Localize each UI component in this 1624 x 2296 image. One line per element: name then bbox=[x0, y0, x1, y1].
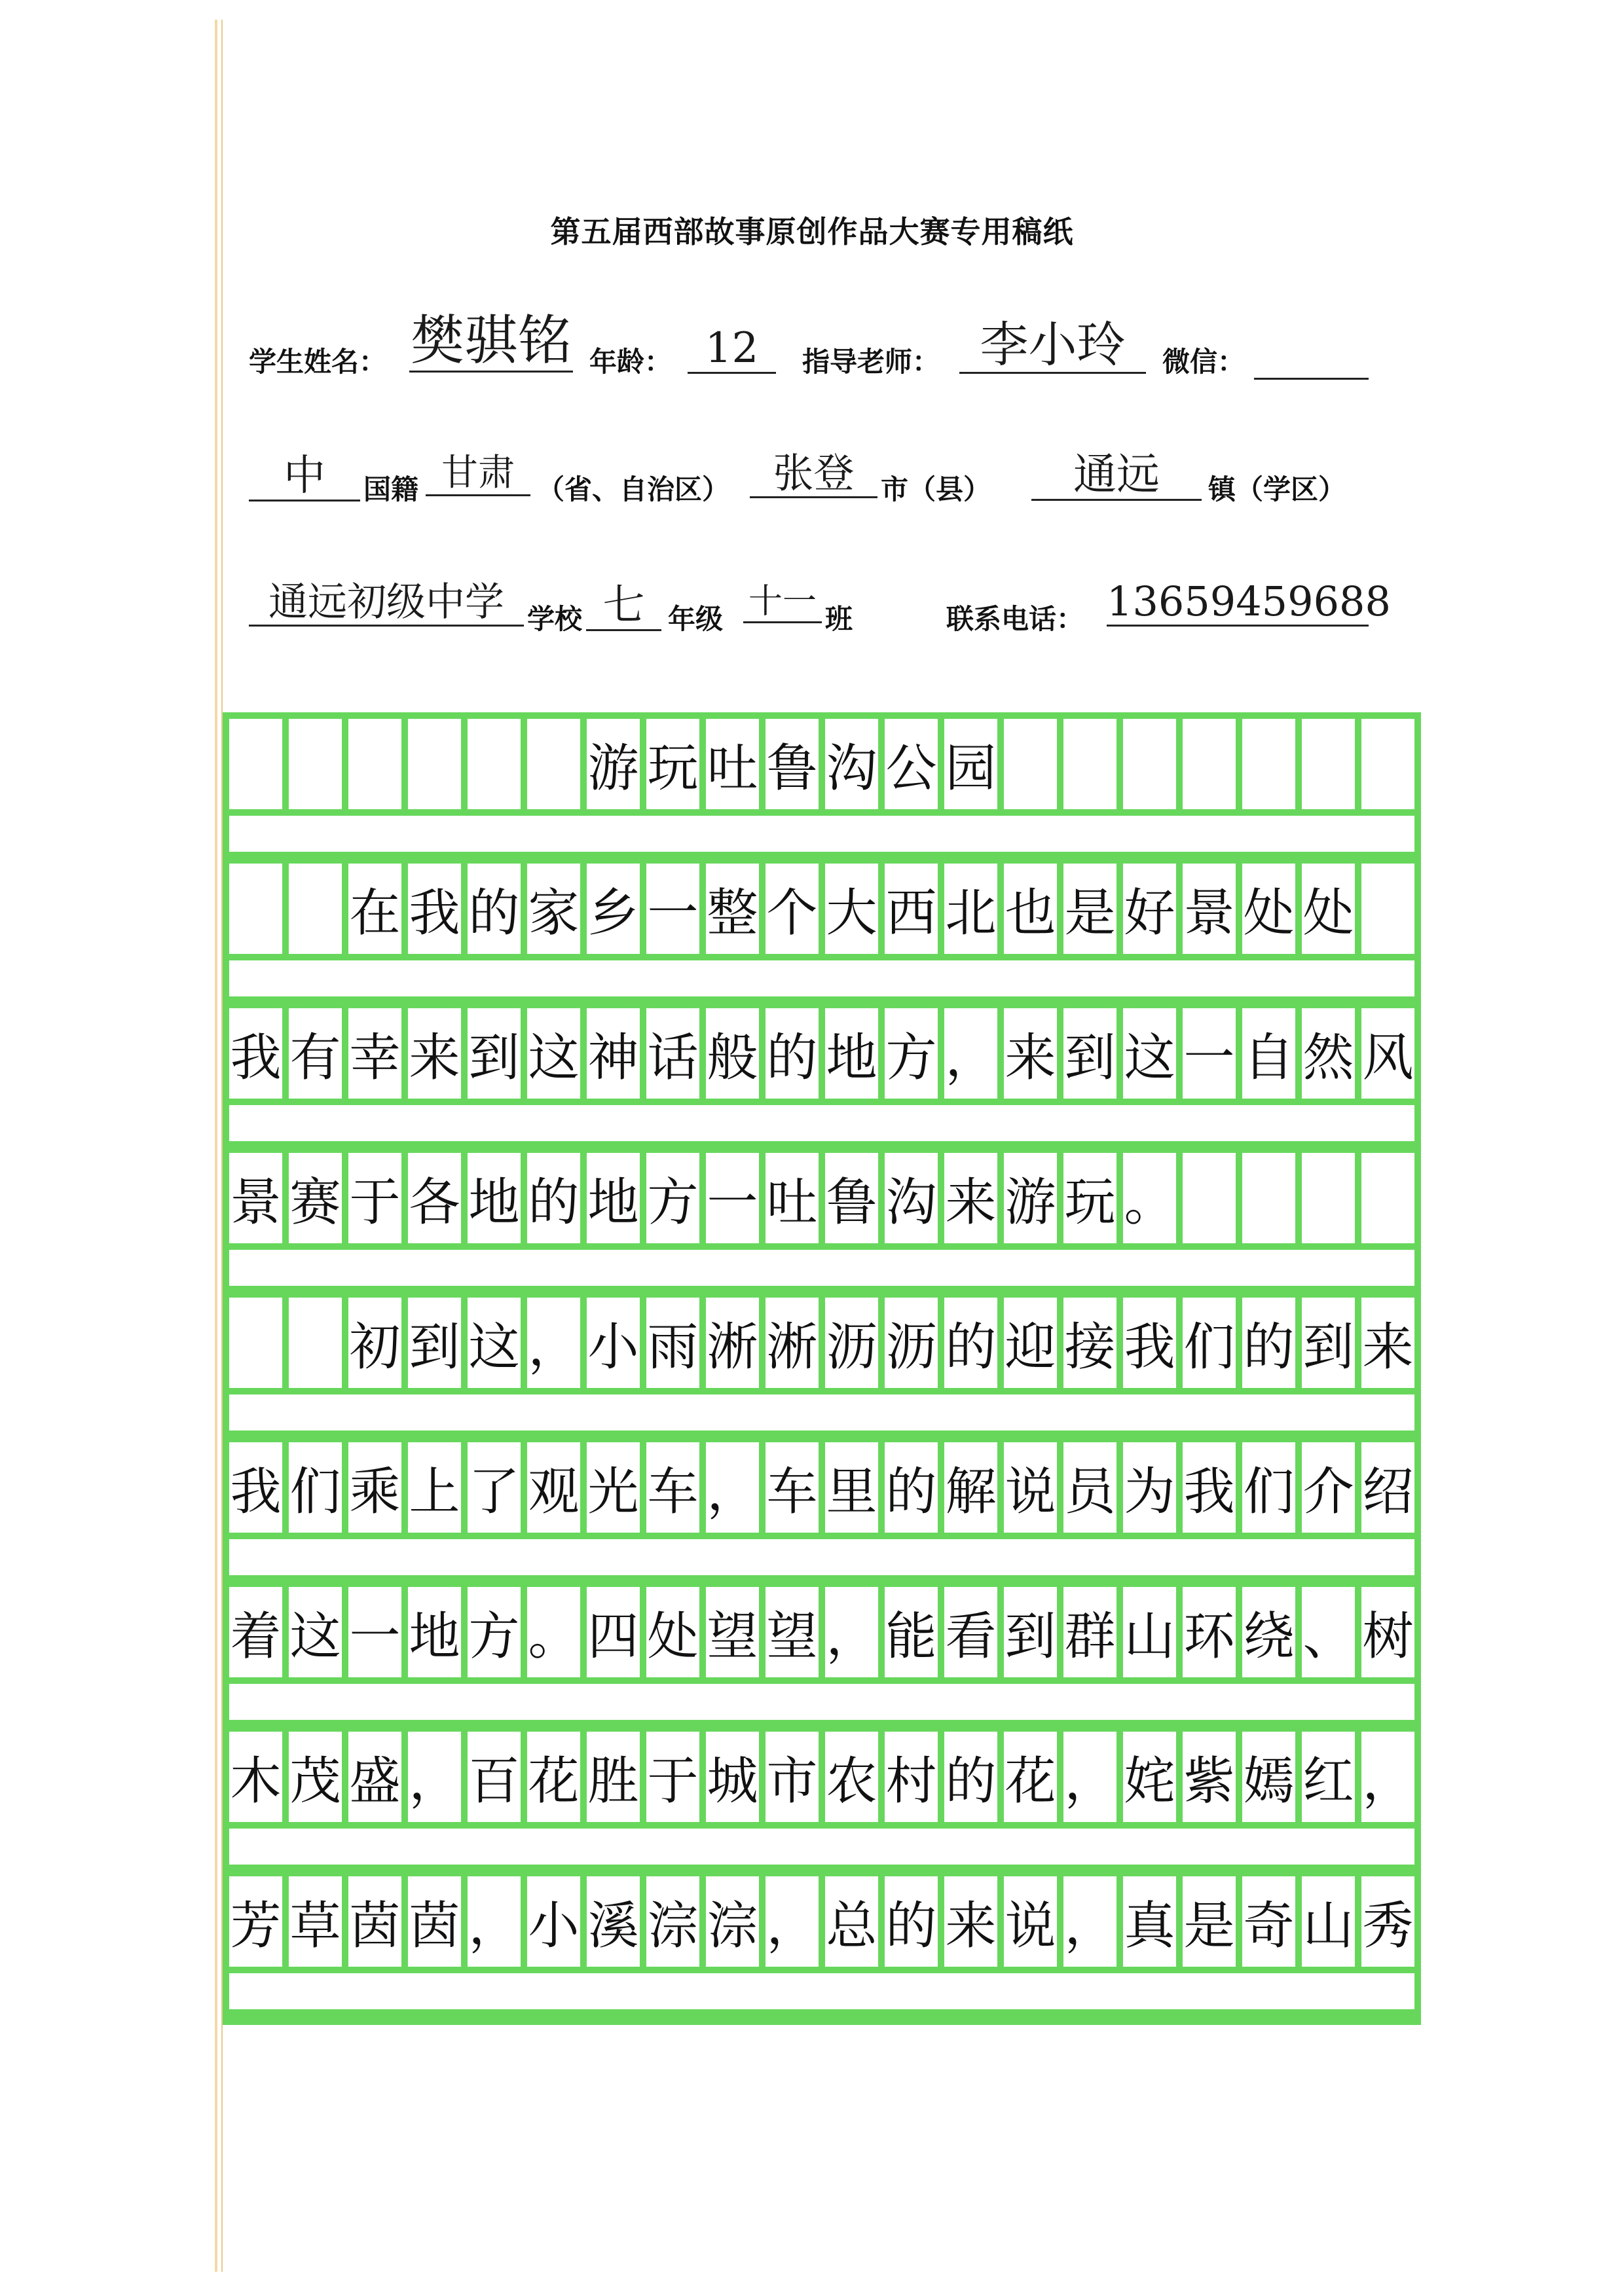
grid-cell: 一 bbox=[646, 864, 699, 954]
grid-cell: 于 bbox=[646, 1732, 699, 1822]
grid-cell: 望 bbox=[706, 1587, 759, 1677]
grid-cell: 我 bbox=[229, 1442, 282, 1533]
grid-cell: 地 bbox=[587, 1153, 640, 1243]
grid-cell: 淙 bbox=[706, 1876, 759, 1967]
grid-cell: 的 bbox=[766, 1008, 819, 1099]
town-label: 镇（学区） bbox=[1208, 473, 1346, 505]
grid-cell: 赛 bbox=[289, 1153, 342, 1243]
grid-cell: 大 bbox=[825, 864, 878, 954]
grid-cell: 般 bbox=[706, 1008, 759, 1099]
grid-cell: 沟 bbox=[885, 1153, 938, 1243]
grid-spacer-row bbox=[229, 1973, 1414, 2009]
school-name-field[interactable]: 通远初级中学 bbox=[249, 583, 524, 627]
grid-cell: 奇 bbox=[1242, 1876, 1295, 1967]
grid-row bbox=[229, 719, 1414, 852]
grid-cell: 淙 bbox=[646, 1876, 699, 1967]
grid-cell: 绕 bbox=[1242, 1587, 1295, 1677]
province-label: （省、自治区） bbox=[537, 473, 730, 505]
grid-cell: 芳 bbox=[229, 1876, 282, 1967]
grid-cell-row bbox=[229, 1298, 1414, 1388]
grid-cell: 来 bbox=[1361, 1298, 1414, 1388]
grid-cell: 也 bbox=[1004, 864, 1057, 954]
grid-cell-row bbox=[229, 864, 1414, 954]
grid-cell: 说 bbox=[1004, 1876, 1057, 1967]
grid-cell: 玩 bbox=[1063, 1153, 1116, 1243]
composition-grid bbox=[223, 712, 1421, 2025]
grid-cell: 景 bbox=[229, 1153, 282, 1243]
grid-cell: 有 bbox=[289, 1008, 342, 1099]
grid-cell: 解 bbox=[944, 1442, 997, 1533]
grid-cell bbox=[1183, 1153, 1236, 1243]
grid-cell: 到 bbox=[468, 1008, 521, 1099]
grid-cell: 然 bbox=[1302, 1008, 1355, 1099]
grid-row bbox=[229, 1008, 1414, 1141]
grid-cell bbox=[1302, 719, 1355, 809]
grid-spacer-row bbox=[229, 1105, 1414, 1141]
grid-cell: 紫 bbox=[1183, 1732, 1236, 1822]
grid-cell: 村 bbox=[885, 1732, 938, 1822]
grid-cell: ， bbox=[766, 1876, 819, 1967]
grid-cell: 地 bbox=[468, 1153, 521, 1243]
grid-cell: 地 bbox=[825, 1008, 878, 1099]
grid-cell: 草 bbox=[289, 1876, 342, 1967]
grid-cell bbox=[289, 1298, 342, 1388]
grid-cell: 一 bbox=[706, 1153, 759, 1243]
grid-cell: 好 bbox=[1123, 864, 1176, 954]
grid-cell: 花 bbox=[1004, 1732, 1057, 1822]
grid-cell: 茵 bbox=[408, 1876, 461, 1967]
grid-cell: 乘 bbox=[348, 1442, 401, 1533]
grid-cell: 茂 bbox=[289, 1732, 342, 1822]
grid-cell: 山 bbox=[1123, 1587, 1176, 1677]
class-label: 班 bbox=[825, 603, 853, 635]
grid-cell: 群 bbox=[1063, 1587, 1116, 1677]
grid-cell: 望 bbox=[766, 1587, 819, 1677]
grid-cell: 为 bbox=[1123, 1442, 1176, 1533]
grid-cell: 上 bbox=[408, 1442, 461, 1533]
page-title: 第五届西部故事原创作品大赛专用稿纸 bbox=[550, 214, 1074, 249]
grid-cell-row bbox=[229, 1876, 1414, 1967]
grid-cell bbox=[1302, 1153, 1355, 1243]
grid-cell: 淅 bbox=[706, 1298, 759, 1388]
grid-cell: ， bbox=[527, 1298, 580, 1388]
grid-spacer-row bbox=[229, 1684, 1414, 1720]
grid-cell: 园 bbox=[944, 719, 997, 809]
grid-cell: 淅 bbox=[766, 1298, 819, 1388]
grid-cell: 说 bbox=[1004, 1442, 1057, 1533]
province-field[interactable]: 甘肃 bbox=[426, 455, 530, 496]
grid-cell: 百 bbox=[468, 1732, 521, 1822]
wechat-field[interactable] bbox=[1254, 331, 1369, 380]
grid-cell: 的 bbox=[1242, 1298, 1295, 1388]
grid-cell bbox=[527, 719, 580, 809]
grid-cell: 盛 bbox=[348, 1732, 401, 1822]
grid-cell: 整 bbox=[706, 864, 759, 954]
grid-cell: ， bbox=[1361, 1732, 1414, 1822]
grid-cell: 到 bbox=[1063, 1008, 1116, 1099]
grid-row bbox=[229, 1153, 1414, 1286]
grid-cell: 地 bbox=[408, 1587, 461, 1677]
city-label: 市（县） bbox=[881, 473, 991, 505]
grid-spacer-row bbox=[229, 1250, 1414, 1286]
grid-cell: 沟 bbox=[825, 719, 878, 809]
grid-cell: 的 bbox=[527, 1153, 580, 1243]
grid-cell: 茵 bbox=[348, 1876, 401, 1967]
grid-cell: 们 bbox=[1183, 1298, 1236, 1388]
grid-cell: ， bbox=[706, 1442, 759, 1533]
grid-row bbox=[229, 1732, 1414, 1865]
grid-cell: ， bbox=[1063, 1732, 1116, 1822]
grid-cell: 的 bbox=[885, 1876, 938, 1967]
grid-cell: 来 bbox=[944, 1876, 997, 1967]
student-name-field[interactable]: 樊骐铭 bbox=[410, 310, 572, 372]
grid-cell: 真 bbox=[1123, 1876, 1176, 1967]
grid-cell: 来 bbox=[408, 1008, 461, 1099]
grid-cell: ， bbox=[825, 1587, 878, 1677]
grid-cell: 。 bbox=[1123, 1153, 1176, 1243]
grid-cell: 能 bbox=[885, 1587, 938, 1677]
grid-cell: 木 bbox=[229, 1732, 282, 1822]
grid-cell: 农 bbox=[825, 1732, 878, 1822]
grid-cell: 的 bbox=[944, 1298, 997, 1388]
grid-row bbox=[229, 1587, 1414, 1720]
grid-cell: 游 bbox=[1004, 1153, 1057, 1243]
grid-cell: 绍 bbox=[1361, 1442, 1414, 1533]
age-label: 年龄： bbox=[589, 346, 673, 378]
grid-cell: 方 bbox=[885, 1008, 938, 1099]
school-label: 学校 bbox=[527, 603, 583, 635]
grid-row bbox=[229, 1298, 1414, 1430]
grid-cell: 四 bbox=[587, 1587, 640, 1677]
grid-row bbox=[229, 1442, 1414, 1575]
grid-cell: 迎 bbox=[1004, 1298, 1057, 1388]
grid-cell: 城 bbox=[706, 1732, 759, 1822]
grid-cell: 的 bbox=[944, 1732, 997, 1822]
grid-cell: 这 bbox=[1123, 1008, 1176, 1099]
grade-label: 年级 bbox=[668, 603, 724, 635]
grid-cell bbox=[1242, 1153, 1295, 1243]
grid-cell: 来 bbox=[944, 1153, 997, 1243]
grid-cell: 家 bbox=[527, 864, 580, 954]
left-margin-line bbox=[215, 20, 217, 2272]
student-name-label: 学生姓名： bbox=[249, 346, 387, 378]
grid-cell bbox=[289, 864, 342, 954]
grid-cell: 车 bbox=[646, 1442, 699, 1533]
grid-cell bbox=[1242, 719, 1295, 809]
grid-cell: 来 bbox=[1004, 1008, 1057, 1099]
grid-spacer-row bbox=[229, 1539, 1414, 1575]
city-field[interactable]: 张登 bbox=[750, 453, 877, 498]
grid-cell: 小 bbox=[587, 1298, 640, 1388]
grid-cell bbox=[1123, 719, 1176, 809]
grid-cell: 鲁 bbox=[766, 719, 819, 809]
grid-cell: 鲁 bbox=[825, 1153, 878, 1243]
grid-cell: 观 bbox=[527, 1442, 580, 1533]
grid-cell: 这 bbox=[468, 1298, 521, 1388]
grid-cell: 是 bbox=[1183, 1876, 1236, 1967]
grid-cell: 胜 bbox=[587, 1732, 640, 1822]
nationality-label: 国籍 bbox=[363, 473, 419, 505]
grid-cell: 我 bbox=[408, 864, 461, 954]
grid-cell: 到 bbox=[1004, 1587, 1057, 1677]
grid-cell: 的 bbox=[885, 1442, 938, 1533]
grid-cell: 景 bbox=[1183, 864, 1236, 954]
phone-field[interactable]: 13659459688 bbox=[1107, 577, 1391, 625]
grid-cell: 神 bbox=[587, 1008, 640, 1099]
grid-cell: 雨 bbox=[646, 1298, 699, 1388]
grid-cell bbox=[229, 864, 282, 954]
grid-cell: 花 bbox=[527, 1732, 580, 1822]
grid-cell: 我 bbox=[1123, 1298, 1176, 1388]
grid-cell: 溪 bbox=[587, 1876, 640, 1967]
grid-cell: 车 bbox=[766, 1442, 819, 1533]
grid-cell-row bbox=[229, 1732, 1414, 1822]
grid-cell: 树 bbox=[1361, 1587, 1414, 1677]
age-field[interactable]: 12 bbox=[688, 327, 776, 374]
grid-cell: 一 bbox=[348, 1587, 401, 1677]
grid-cell: 光 bbox=[587, 1442, 640, 1533]
grid-spacer-row bbox=[229, 1829, 1414, 1865]
grid-cell: 看 bbox=[944, 1587, 997, 1677]
grid-cell bbox=[229, 1298, 282, 1388]
grid-cell: 到 bbox=[1302, 1298, 1355, 1388]
grid-cell bbox=[408, 719, 461, 809]
grid-cell: 红 bbox=[1302, 1732, 1355, 1822]
grid-spacer-row bbox=[229, 816, 1414, 852]
wechat-label: 微信： bbox=[1162, 346, 1246, 378]
grid-cell: 沥 bbox=[885, 1298, 938, 1388]
grid-cell: 小 bbox=[527, 1876, 580, 1967]
teacher-label: 指导老师： bbox=[802, 346, 940, 378]
grid-cell: 到 bbox=[408, 1298, 461, 1388]
grid-cell: 总 bbox=[825, 1876, 878, 1967]
grid-cell: 着 bbox=[229, 1587, 282, 1677]
grid-cell: 接 bbox=[1063, 1298, 1116, 1388]
phone-label: 联系电话： bbox=[946, 603, 1084, 635]
grid-cell: 的 bbox=[468, 864, 521, 954]
grid-cell: 方 bbox=[468, 1587, 521, 1677]
grid-row bbox=[229, 1876, 1414, 2009]
teacher-field[interactable]: 李小玲 bbox=[959, 321, 1146, 374]
grid-cell: ， bbox=[944, 1008, 997, 1099]
grid-cell: 方 bbox=[646, 1153, 699, 1243]
grid-cell: 我 bbox=[229, 1008, 282, 1099]
grid-cell bbox=[1183, 719, 1236, 809]
grid-cell-row bbox=[229, 1008, 1414, 1099]
grid-cell: 在 bbox=[348, 864, 401, 954]
grid-cell-row bbox=[229, 1153, 1414, 1243]
grid-cell: 。 bbox=[527, 1587, 580, 1677]
grid-cell: 这 bbox=[527, 1008, 580, 1099]
grid-cell: 西 bbox=[885, 864, 938, 954]
grid-cell: 处 bbox=[1302, 864, 1355, 954]
grid-cell: 吐 bbox=[706, 719, 759, 809]
grid-cell: 一 bbox=[1183, 1008, 1236, 1099]
grid-cell: 了 bbox=[468, 1442, 521, 1533]
grid-cell: 话 bbox=[646, 1008, 699, 1099]
grid-cell bbox=[1361, 864, 1414, 954]
grid-cell bbox=[1361, 719, 1414, 809]
grid-cell: 里 bbox=[825, 1442, 878, 1533]
country-field[interactable]: 中 bbox=[249, 455, 360, 501]
grid-cell: 姹 bbox=[1123, 1732, 1176, 1822]
grid-cell: 玩 bbox=[646, 719, 699, 809]
class-field[interactable]: 十一 bbox=[743, 585, 822, 623]
grid-cell: 这 bbox=[289, 1587, 342, 1677]
grid-cell: 我 bbox=[1183, 1442, 1236, 1533]
grid-spacer-row bbox=[229, 1394, 1414, 1430]
grid-cell: 初 bbox=[348, 1298, 401, 1388]
grid-cell: ， bbox=[408, 1732, 461, 1822]
grid-cell: 秀 bbox=[1361, 1876, 1414, 1967]
grid-cell: ， bbox=[468, 1876, 521, 1967]
grid-cell: 于 bbox=[348, 1153, 401, 1243]
grid-cell: 自 bbox=[1242, 1008, 1295, 1099]
grid-cell: 、 bbox=[1302, 1587, 1355, 1677]
grid-spacer-row bbox=[229, 960, 1414, 996]
grid-cell: 各 bbox=[408, 1153, 461, 1243]
grid-cell bbox=[1004, 719, 1057, 809]
grid-cell: 风 bbox=[1361, 1008, 1414, 1099]
grid-cell: 环 bbox=[1183, 1587, 1236, 1677]
grid-cell: 个 bbox=[766, 864, 819, 954]
grid-cell: 是 bbox=[1063, 864, 1116, 954]
grade-field[interactable]: 七 bbox=[586, 585, 661, 631]
grid-cell bbox=[348, 719, 401, 809]
grid-cell: 处 bbox=[1242, 864, 1295, 954]
grid-cell: 处 bbox=[646, 1587, 699, 1677]
grid-cell bbox=[468, 719, 521, 809]
grid-cell-row bbox=[229, 719, 1414, 809]
grid-cell: 山 bbox=[1302, 1876, 1355, 1967]
grid-cell bbox=[1361, 1153, 1414, 1243]
grid-cell: 北 bbox=[944, 864, 997, 954]
grid-cell: 幸 bbox=[348, 1008, 401, 1099]
grid-cell: 们 bbox=[1242, 1442, 1295, 1533]
town-field[interactable]: 通远 bbox=[1031, 453, 1202, 501]
grid-cell: 乡 bbox=[587, 864, 640, 954]
grid-cell: 员 bbox=[1063, 1442, 1116, 1533]
grid-cell bbox=[289, 719, 342, 809]
grid-cell: 公 bbox=[885, 719, 938, 809]
grid-cell bbox=[229, 719, 282, 809]
grid-cell: 们 bbox=[289, 1442, 342, 1533]
grid-cell: 嫣 bbox=[1242, 1732, 1295, 1822]
grid-cell-row bbox=[229, 1442, 1414, 1533]
grid-row bbox=[229, 864, 1414, 996]
grid-cell: 沥 bbox=[825, 1298, 878, 1388]
grid-cell: 吐 bbox=[766, 1153, 819, 1243]
grid-cell-row bbox=[229, 1587, 1414, 1677]
grid-cell: ， bbox=[1063, 1876, 1116, 1967]
grid-cell: 市 bbox=[766, 1732, 819, 1822]
grid-cell: 介 bbox=[1302, 1442, 1355, 1533]
grid-cell: 游 bbox=[587, 719, 640, 809]
grid-cell bbox=[1063, 719, 1116, 809]
